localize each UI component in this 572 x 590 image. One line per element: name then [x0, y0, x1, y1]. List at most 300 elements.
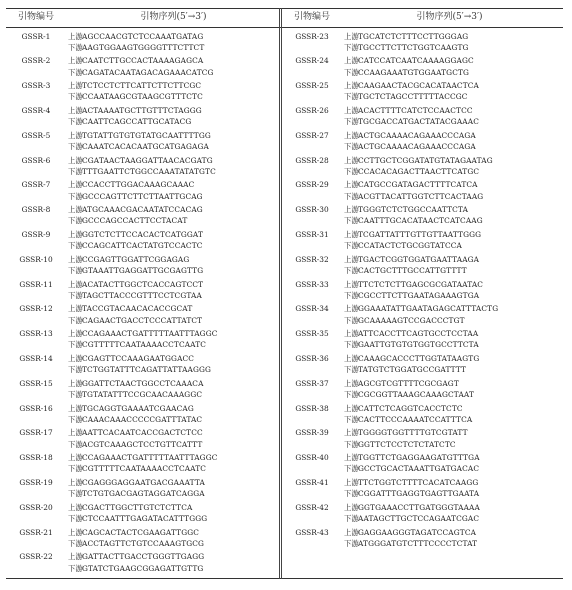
primer-row	[282, 254, 563, 277]
upstream-label: 上游	[68, 56, 83, 66]
primer-row	[6, 551, 279, 574]
upstream-sequence: TCGATTATTTGTTGTTAATTGGG	[358, 229, 482, 239]
primer-row	[282, 353, 563, 376]
downstream-line	[68, 166, 216, 177]
bottom-rule	[6, 578, 563, 579]
upstream-line	[344, 55, 474, 66]
downstream-sequence: TATGTCTGGATGCCGATTTT	[358, 365, 467, 375]
upstream-line	[344, 254, 479, 265]
upstream-sequence: CGAGGGAGGAATGACGAAATTA	[82, 477, 205, 487]
primer-id: GSSR-4	[21, 105, 51, 115]
header-primer-id: 引物编号	[293, 12, 330, 22]
upstream-line	[344, 130, 476, 141]
upstream-sequence: ACATACTTGGCTCACCAGTCCT	[82, 279, 204, 289]
downstream-line	[344, 339, 479, 350]
downstream-line	[344, 265, 467, 276]
downstream-label: 下游	[344, 414, 359, 424]
downstream-sequence: CAGATACAATAGACAGAAACATCG	[82, 67, 214, 77]
upstream-line	[68, 279, 203, 290]
downstream-sequence: CCACACAGACTTAACTTCATGC	[358, 166, 480, 176]
left-half	[6, 8, 279, 578]
primer-row	[282, 303, 563, 326]
primer-id: GSSR-16	[19, 403, 53, 413]
primer-row	[282, 179, 563, 202]
primer-id: GSSR-1	[21, 31, 51, 41]
upstream-line	[68, 403, 194, 414]
header-primer-sequence: 引物序列(5′→3′)	[416, 12, 483, 22]
downstream-label: 下游	[68, 315, 83, 325]
upstream-line	[344, 502, 480, 513]
primer-id: GSSR-33	[295, 279, 329, 289]
upstream-line	[344, 477, 478, 488]
downstream-label: 下游	[344, 265, 359, 275]
upstream-label: 上游	[68, 453, 83, 463]
primer-id: GSSR-6	[21, 155, 51, 165]
upstream-sequence: TGGGTCTCTGGCCAATTCTA	[358, 205, 469, 215]
upstream-sequence: CCACCTTGGACAAAGCAAAC	[82, 180, 195, 190]
primer-row	[6, 303, 279, 326]
primer-row	[6, 31, 279, 54]
primer-row	[6, 452, 279, 475]
upstream-label: 上游	[344, 502, 359, 512]
upstream-label: 上游	[68, 229, 83, 239]
upstream-line	[68, 179, 194, 190]
primer-row	[6, 254, 279, 277]
upstream-label: 上游	[68, 205, 83, 215]
downstream-sequence: TCTGTGACGAGTAGGATCAGGA	[82, 489, 205, 499]
upstream-label: 上游	[68, 304, 83, 314]
header-primer-sequence: 引物序列(5′→3′)	[140, 12, 207, 22]
downstream-sequence: GCCTGCACTAAATTGATGACAC	[358, 464, 480, 474]
downstream-sequence: TAGCTTACCCGTTTCCTCGTAA	[82, 290, 202, 300]
primer-id: GSSR-40	[295, 453, 329, 463]
upstream-line	[344, 179, 478, 190]
upstream-sequence: CCAGAAACTGATTTTTAATTTAGGC	[82, 453, 218, 463]
upstream-line	[68, 527, 199, 538]
downstream-line	[344, 166, 479, 177]
primer-id: GSSR-17	[19, 428, 53, 438]
downstream-sequence: CAATTCAGCCATTGCATACG	[82, 117, 192, 127]
upstream-label: 上游	[68, 527, 83, 537]
upstream-line	[68, 328, 218, 339]
downstream-label: 下游	[344, 241, 359, 251]
downstream-line	[68, 315, 202, 326]
downstream-sequence: CGCGGTTAAAGCAAAGCTAAT	[358, 389, 474, 399]
upstream-label: 上游	[68, 279, 83, 289]
downstream-sequence: CACTTCCCAAAATCCATTTCA	[358, 414, 473, 424]
downstream-line	[68, 439, 202, 450]
primer-id: GSSR-11	[19, 279, 53, 289]
downstream-sequence: CAATTTGCACATAACTCATCAAG	[358, 216, 483, 226]
downstream-line	[344, 513, 479, 524]
upstream-label: 上游	[68, 502, 83, 512]
upstream-sequence: AGCGTCGTTTTCGCGAGT	[358, 378, 459, 388]
primer-row	[6, 229, 279, 252]
upstream-sequence: CATGCCGATAGACTTTTCATCA	[358, 180, 478, 190]
downstream-sequence: CGTTTTTCAATAAAACCTCAATC	[82, 340, 207, 350]
upstream-line	[344, 80, 479, 91]
primer-row	[282, 527, 563, 550]
upstream-sequence: TACCGTACAACACACCGCAT	[82, 304, 193, 314]
downstream-line	[344, 538, 477, 549]
upstream-sequence: TCTCCTCTTCATTCTTCTTCGC	[82, 81, 202, 91]
downstream-sequence: CTCCAATTTGAGATACATTTGGG	[82, 513, 208, 523]
upstream-label: 上游	[344, 304, 359, 314]
downstream-label: 下游	[344, 166, 359, 176]
upstream-line	[68, 353, 194, 364]
upstream-label: 上游	[344, 130, 359, 140]
primer-id: GSSR-39	[295, 428, 329, 438]
downstream-line	[68, 141, 209, 152]
right-half	[282, 8, 563, 578]
primer-row	[282, 31, 563, 54]
downstream-line	[344, 141, 476, 152]
downstream-sequence: GCCCAGTTCTTCTTAATTGCAG	[82, 191, 203, 201]
header-primer-id: 引物编号	[17, 12, 54, 22]
upstream-label: 上游	[344, 279, 359, 289]
primer-id: GSSR-23	[295, 31, 329, 41]
upstream-label: 上游	[344, 81, 359, 91]
downstream-sequence: CCATACTCTGCGGTATCCA	[358, 241, 462, 251]
upstream-line	[344, 303, 498, 314]
upstream-label: 上游	[344, 453, 359, 463]
primer-row	[6, 55, 279, 78]
upstream-sequence: CCTTGCTCGGATATGTATAGAATAG	[358, 155, 493, 165]
primer-id: GSSR-28	[295, 155, 329, 165]
downstream-line	[68, 265, 203, 276]
downstream-label: 下游	[344, 290, 359, 300]
downstream-label: 下游	[344, 389, 359, 399]
upstream-label: 上游	[68, 428, 83, 438]
downstream-sequence: CGGATTTGAGGTGAGTTGAATA	[358, 489, 480, 499]
primer-id: GSSR-35	[295, 329, 329, 339]
primer-row	[282, 502, 563, 525]
downstream-label: 下游	[344, 365, 359, 375]
upstream-label: 上游	[344, 229, 359, 239]
upstream-sequence: CAGCACTACTCGAAGATTGGC	[82, 527, 200, 537]
upstream-sequence: TGCATCTCTTTCCTTGGGAG	[358, 31, 469, 41]
primer-id: GSSR-10	[19, 254, 53, 264]
upstream-sequence: ACTGCAAAACAGAAACCCAGA	[358, 130, 476, 140]
primer-id: GSSR-14	[19, 353, 53, 363]
upstream-label: 上游	[344, 477, 359, 487]
downstream-label: 下游	[344, 117, 359, 127]
primer-row	[6, 353, 279, 376]
upstream-label: 上游	[68, 31, 83, 41]
primer-id: GSSR-41	[295, 477, 329, 487]
downstream-line	[68, 538, 204, 549]
upstream-line	[68, 452, 218, 463]
upstream-sequence: CAATCTTGCCACTAAAAGAGCA	[82, 56, 204, 66]
upstream-sequence: GGTCTCTTCCACACTCATGGAT	[82, 229, 204, 239]
primer-row	[6, 378, 279, 401]
upstream-label: 上游	[68, 329, 83, 339]
downstream-label: 下游	[344, 489, 359, 499]
downstream-label: 下游	[68, 191, 83, 201]
downstream-label: 下游	[344, 42, 359, 52]
primer-id: GSSR-37	[295, 378, 329, 388]
downstream-line	[344, 215, 483, 226]
downstream-line	[68, 563, 203, 574]
downstream-line	[68, 463, 206, 474]
primer-row	[6, 279, 279, 302]
upstream-sequence: TTCTCTCTTGAGCGCGATAATAC	[358, 279, 484, 289]
upstream-line	[344, 229, 481, 240]
upstream-line	[344, 155, 493, 166]
upstream-line	[68, 105, 202, 116]
primer-row	[282, 378, 563, 401]
primer-id: GSSR-12	[19, 304, 53, 314]
downstream-label: 下游	[68, 265, 83, 275]
downstream-label: 下游	[344, 216, 359, 226]
downstream-label: 下游	[344, 141, 359, 151]
downstream-line	[344, 389, 474, 400]
upstream-line	[68, 31, 203, 42]
downstream-label: 下游	[68, 538, 83, 548]
downstream-label: 下游	[344, 340, 359, 350]
primer-row	[6, 130, 279, 153]
downstream-label: 下游	[68, 42, 83, 52]
upstream-line	[344, 328, 478, 339]
primer-id: GSSR-5	[21, 130, 51, 140]
upstream-label: 上游	[68, 378, 83, 388]
downstream-sequence: ACCTAGTTCTGTCCAAAGTGCG	[82, 538, 205, 548]
upstream-label: 上游	[68, 155, 83, 165]
downstream-line	[68, 91, 203, 102]
downstream-line	[68, 389, 202, 400]
primer-row	[6, 477, 279, 500]
upstream-sequence: GGTGAAACCTTGATGGGTAAAA	[358, 502, 480, 512]
downstream-line	[68, 240, 203, 251]
upstream-line	[68, 551, 204, 562]
upstream-line	[68, 378, 204, 389]
upstream-sequence: CCGAGTTGGATTCGGAGAG	[82, 254, 190, 264]
primer-id: GSSR-38	[295, 403, 329, 413]
primer-row	[282, 55, 563, 78]
upstream-label: 上游	[344, 403, 359, 413]
primer-id: GSSR-3	[21, 81, 51, 91]
downstream-sequence: GAATTGTGTGTGGTGCCTTCTA	[358, 340, 479, 350]
downstream-sequence: TCTGGTATTTCAGATTATTAAGGG	[82, 365, 212, 375]
primer-row	[6, 502, 279, 525]
downstream-line	[344, 364, 466, 375]
primer-id: GSSR-8	[21, 205, 51, 215]
primer-row	[282, 105, 563, 128]
upstream-sequence: CAAAGCACCCTTGGTATAAGTG	[358, 353, 480, 363]
downstream-line	[344, 116, 479, 127]
downstream-line	[344, 290, 479, 301]
upstream-label: 上游	[68, 477, 83, 487]
downstream-sequence: GCCCAGCCACTTCCTACAT	[82, 216, 188, 226]
downstream-sequence: ACTGCAAAACAGAAACCCAGA	[358, 141, 476, 151]
downstream-sequence: ACGTTACATTGGTCTTCACTAAG	[358, 191, 484, 201]
primer-row	[282, 427, 563, 450]
primer-row	[6, 155, 279, 178]
upstream-label: 上游	[344, 105, 359, 115]
primer-row	[282, 477, 563, 500]
downstream-label: 下游	[68, 414, 83, 424]
downstream-sequence: TGCGACCATGACTATACGAAAC	[358, 117, 479, 127]
upstream-sequence: TGACTCGGTGGATGAATTAAGA	[358, 254, 480, 264]
primer-table	[6, 8, 563, 580]
upstream-sequence: CGAGTTCCAAAGAATGGACC	[82, 353, 195, 363]
upstream-line	[68, 130, 211, 141]
upstream-sequence: ACTAAAATGCTTGTTTCTAGGG	[82, 105, 202, 115]
downstream-sequence: GTATCTGAAGCGGAGATTGTTG	[82, 563, 204, 573]
upstream-label: 上游	[68, 81, 83, 91]
downstream-sequence: TGCCTTCTTCTGGTCAAGTG	[358, 42, 469, 52]
upstream-sequence: CGATAACTAAGGATTAACACGATG	[82, 155, 213, 165]
primer-row	[6, 179, 279, 202]
upstream-label: 上游	[344, 205, 359, 215]
primer-id: GSSR-19	[19, 477, 53, 487]
downstream-sequence: CGTTTTTCAATAAAACCTCAATC	[82, 464, 207, 474]
primer-id: GSSR-43	[295, 527, 329, 537]
primer-id: GSSR-32	[295, 254, 329, 264]
primer-id: GSSR-9	[21, 229, 51, 239]
downstream-line	[68, 191, 203, 202]
downstream-label: 下游	[68, 340, 83, 350]
upstream-label: 上游	[68, 552, 83, 562]
downstream-line	[68, 414, 202, 425]
upstream-label: 上游	[344, 428, 359, 438]
primer-id: GSSR-20	[19, 502, 53, 512]
upstream-sequence: TTCTGGTCTTTTCACATCAAGG	[358, 477, 479, 487]
upstream-sequence: TGCAGGTGAAAATCGAACAG	[82, 403, 194, 413]
downstream-sequence: ACGTCAAAGCTCCTGTTCATTT	[82, 439, 203, 449]
primer-row	[282, 155, 563, 178]
primer-id: GSSR-31	[295, 229, 329, 239]
primer-row	[6, 204, 279, 227]
downstream-sequence: ATGGGATGTCTTTCCCCTCTAT	[358, 538, 478, 548]
primer-id: GSSR-26	[295, 105, 329, 115]
primer-id: GSSR-29	[295, 180, 329, 190]
downstream-line	[68, 42, 204, 53]
downstream-line	[68, 215, 187, 226]
upstream-line	[68, 502, 192, 513]
upstream-label: 上游	[68, 180, 83, 190]
downstream-label: 下游	[68, 464, 83, 474]
upstream-sequence: ATGCAAACGACAATATCCACAG	[82, 205, 203, 215]
primer-id: GSSR-24	[295, 56, 329, 66]
downstream-line	[344, 414, 472, 425]
upstream-line	[344, 105, 473, 116]
primer-id: GSSR-21	[19, 527, 53, 537]
downstream-label: 下游	[344, 315, 359, 325]
upstream-line	[344, 378, 459, 389]
primer-row	[282, 328, 563, 351]
downstream-sequence: CACTGCTTTGCCATTGTTTT	[358, 265, 467, 275]
downstream-sequence: AAGTGGAAGTGGGGTTTCTTCT	[82, 42, 205, 52]
downstream-label: 下游	[68, 513, 83, 523]
downstream-sequence: TTTGAATTCTGGCCAAATATATGTC	[82, 166, 216, 176]
downstream-label: 下游	[68, 290, 83, 300]
downstream-line	[344, 463, 479, 474]
upstream-line	[344, 452, 480, 463]
downstream-label: 下游	[68, 389, 83, 399]
upstream-sequence: GAGGAAGGGTAGATCCAGTCA	[358, 527, 477, 537]
upstream-label: 上游	[68, 105, 83, 115]
primer-row	[6, 328, 279, 351]
downstream-line	[68, 116, 191, 127]
downstream-label: 下游	[68, 563, 83, 573]
downstream-label: 下游	[68, 439, 83, 449]
downstream-label: 下游	[344, 191, 359, 201]
downstream-line	[68, 364, 211, 375]
upstream-label: 上游	[344, 329, 359, 339]
primer-id: GSSR-25	[295, 81, 329, 91]
primer-id: GSSR-34	[295, 304, 329, 314]
primer-id: GSSR-22	[19, 552, 53, 562]
primer-row	[282, 403, 563, 426]
upstream-line	[68, 254, 189, 265]
downstream-label: 下游	[344, 538, 359, 548]
primer-row	[282, 452, 563, 475]
upstream-line	[344, 427, 468, 438]
primer-id: GSSR-42	[295, 502, 329, 512]
upstream-line	[344, 403, 463, 414]
upstream-sequence: TGGTTCTGAGGAAGATGTTTGA	[358, 453, 480, 463]
upstream-line	[68, 427, 203, 438]
downstream-line	[68, 67, 214, 78]
downstream-line	[344, 439, 456, 450]
upstream-label: 上游	[344, 56, 359, 66]
upstream-line	[68, 229, 203, 240]
upstream-line	[68, 155, 213, 166]
primer-id: GSSR-27	[295, 130, 329, 140]
upstream-line	[344, 31, 468, 42]
downstream-sequence: CCAAGAAATGTGGAATGCTG	[358, 67, 470, 77]
downstream-sequence: GGTTCTCCTCTCTATCTC	[358, 439, 456, 449]
upstream-sequence: GATTACTTGACCTGGGTTGAGG	[82, 552, 205, 562]
downstream-label: 下游	[68, 489, 83, 499]
upstream-sequence: TGGGGTGGTTTTGTCGTATT	[358, 428, 468, 438]
downstream-label: 下游	[68, 141, 83, 151]
primer-row	[6, 105, 279, 128]
upstream-label: 上游	[344, 353, 359, 363]
upstream-label: 上游	[68, 254, 83, 264]
upstream-sequence: CATCCATCAATCAAAAGGAGC	[358, 56, 474, 66]
primer-row	[282, 130, 563, 153]
downstream-label: 下游	[68, 241, 83, 251]
downstream-label: 下游	[68, 365, 83, 375]
upstream-label: 上游	[344, 31, 359, 41]
primer-id: GSSR-18	[19, 453, 53, 463]
upstream-label: 上游	[344, 378, 359, 388]
downstream-line	[344, 42, 469, 53]
downstream-line	[68, 488, 205, 499]
downstream-label: 下游	[344, 67, 359, 77]
downstream-sequence: GCAAAAAGTCCGACCCTGT	[358, 315, 465, 325]
primer-row	[6, 427, 279, 450]
primer-row	[282, 279, 563, 302]
primer-row	[6, 527, 279, 550]
upstream-sequence: GGAAATATTGAATAGAGCATTTACTG	[358, 304, 499, 314]
upstream-line	[68, 303, 192, 314]
downstream-sequence: TGCTCTAGCCTTTTTACCGC	[358, 92, 468, 102]
downstream-sequence: AATAGCTTGCTCCAGAATCGAC	[358, 513, 480, 523]
downstream-sequence: CCAATAAGCGTAAGCGTTTCTC	[82, 92, 203, 102]
downstream-sequence: GTAAATTGAGGATTGCGAGTTG	[82, 265, 204, 275]
primer-row	[6, 80, 279, 103]
downstream-sequence: CAGAACTGACCTCCCATTATCT	[82, 315, 203, 325]
primer-row	[6, 403, 279, 426]
upstream-label: 上游	[68, 353, 83, 363]
upstream-sequence: TGTATTGTGTGTATGCAATTTTGG	[82, 130, 211, 140]
upstream-label: 上游	[344, 527, 359, 537]
primer-row	[282, 204, 563, 227]
primer-id: GSSR-7	[21, 180, 51, 190]
